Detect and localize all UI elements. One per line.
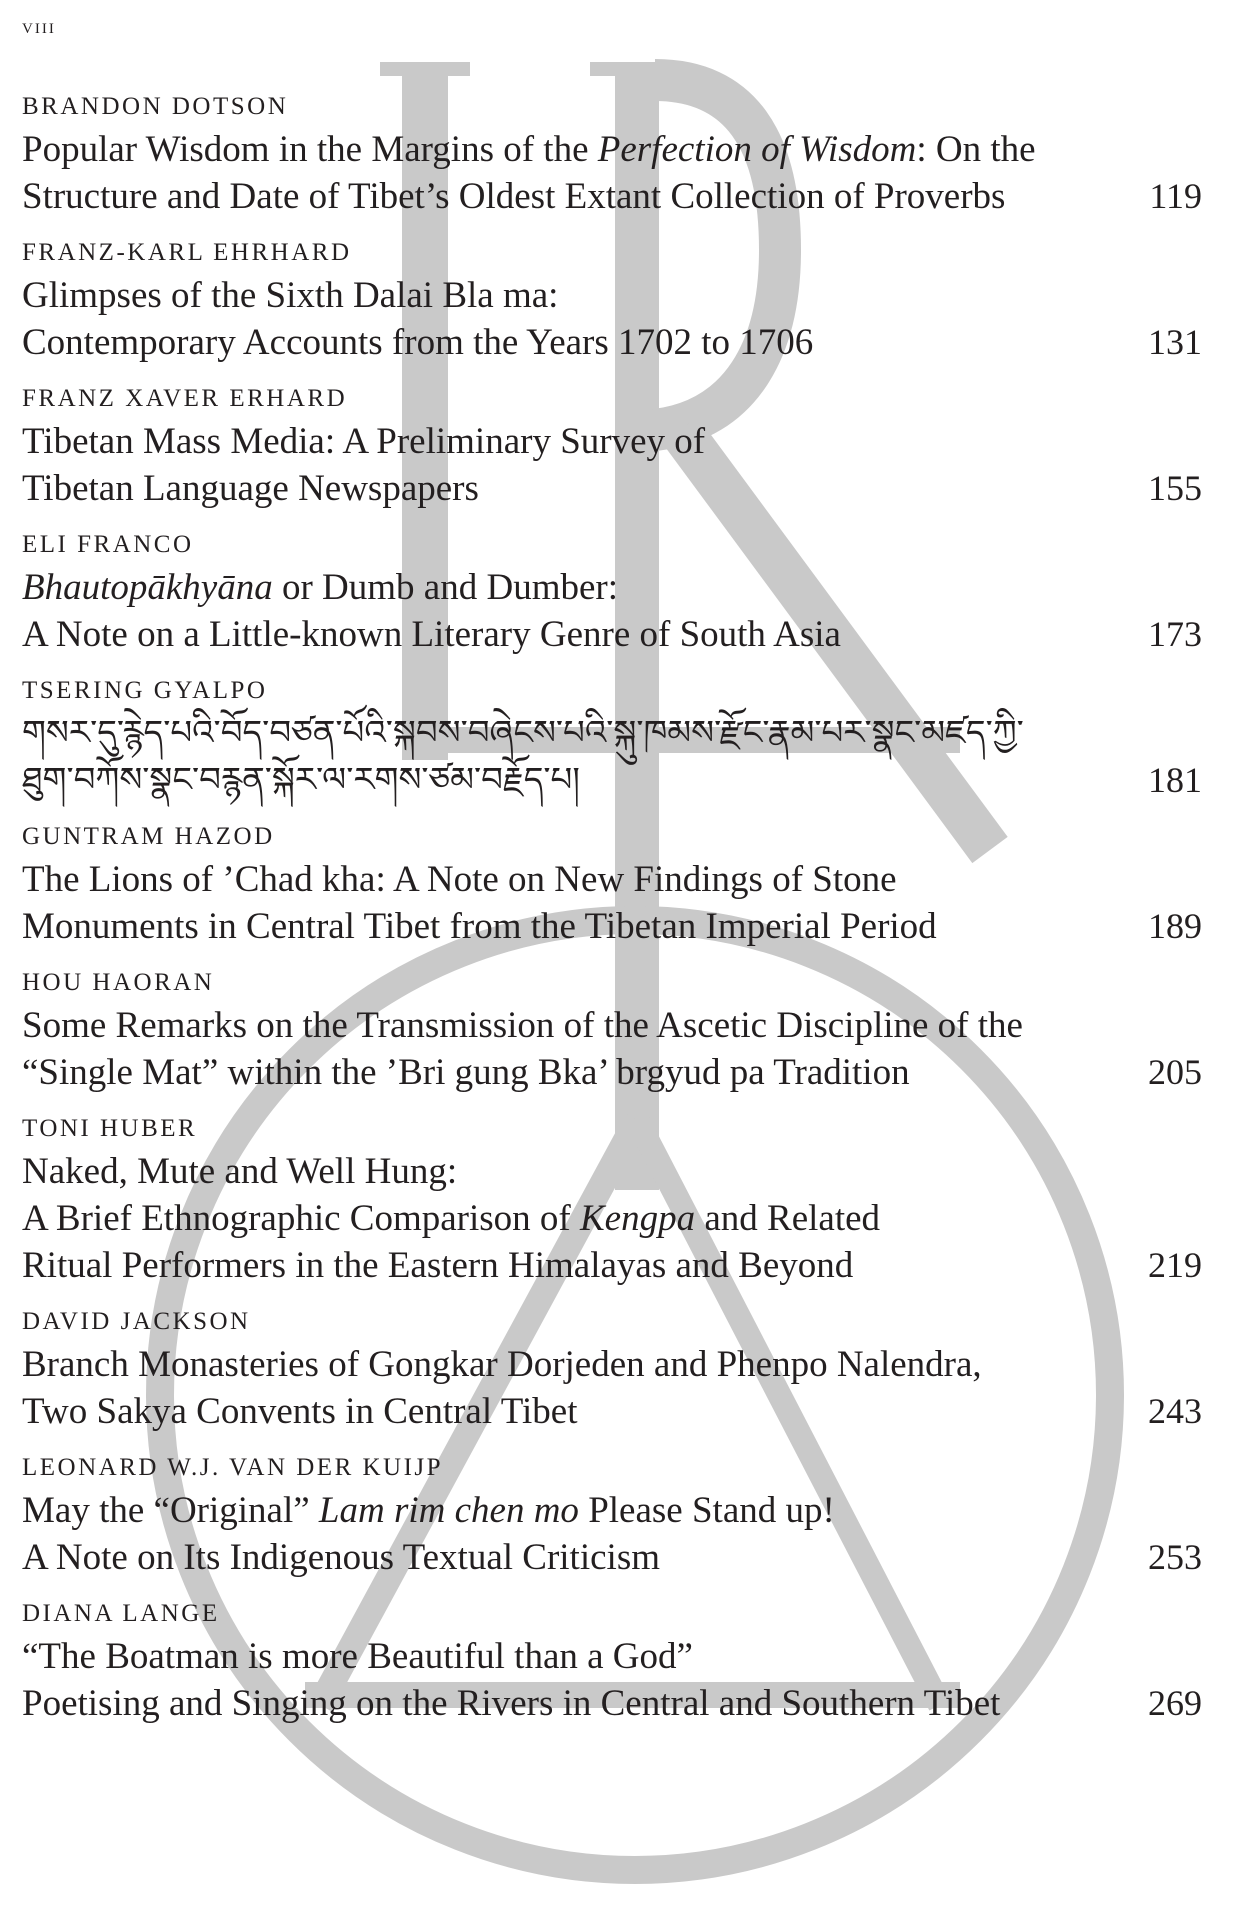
entry-title-line	[22, 418, 1112, 465]
entry-title-line	[22, 1049, 1112, 1096]
page-number: viii	[22, 14, 56, 38]
title-segment: Branch Monasteries of Gongkar Dorjeden and Phenpo Nalendra,	[22, 1344, 982, 1385]
italic-title-segment: Perfection of Wisdom	[597, 129, 917, 170]
entry-title-row	[22, 1002, 1212, 1096]
title-segment: Glimpses of the Sixth Dalai Bla ma:	[22, 275, 559, 316]
title-segment: Some Remarks on the Transmission of the Ascetic Discipline of the	[22, 1005, 1023, 1046]
entry-title-line	[22, 465, 1112, 512]
entry-page-number: 155	[1148, 468, 1202, 508]
entry-title-row	[22, 272, 1212, 366]
toc-entry	[22, 236, 1212, 366]
entry-title	[22, 1487, 1112, 1581]
entry-author: FRANZ-KARL EHRHARD	[22, 239, 352, 266]
entry-author: DAVID JACKSON	[22, 1308, 251, 1335]
toc-entry	[22, 382, 1212, 512]
entry-page-number: 205	[1148, 1052, 1202, 1092]
title-segment: or Dumb and Dumber:	[272, 567, 619, 608]
title-segment: Please Stand up!	[578, 1490, 835, 1531]
entry-title	[22, 856, 1112, 950]
entry-title-line	[22, 611, 1112, 658]
title-segment: གསར་དུ་རྙེད་པའི་བོད་བཙན་པོའི་སྐབས་བཞེངས་པའི་སྐུ་ཁམས་རྫོང་རྣམ་པར་སྣང་མཛད་ཀྱི་	[22, 713, 1024, 753]
title-segment: Two Sakya Convents in Central Tibet	[22, 1391, 578, 1432]
title-segment: : On the	[916, 129, 1036, 170]
title-segment: “The Boatman is more Beautiful than a God”	[22, 1636, 693, 1677]
toc-entry	[22, 966, 1212, 1096]
entry-page-number: 253	[1148, 1537, 1202, 1577]
entry-title-line	[22, 1341, 1112, 1388]
entry-title-line	[22, 1002, 1112, 1049]
title-segment: May the “Original”	[22, 1490, 319, 1531]
title-segment: Contemporary Accounts from the Years 1702 to 1706	[22, 322, 814, 363]
entry-title	[22, 710, 1112, 804]
title-segment: A Note on Its Indigenous Textual Criticism	[22, 1537, 660, 1578]
entry-page-number: 131	[1148, 322, 1202, 362]
entry-title-line	[22, 319, 1112, 366]
entry-title	[22, 418, 1112, 512]
entry-title-line	[22, 272, 1112, 319]
title-segment: ཐུག་བཀོས་སྣང་བརྙན་སྐོར་ལ་རགས་ཙམ་བརྗོད་པ།	[22, 760, 580, 800]
entry-author: TSERING GYALPO	[22, 677, 268, 704]
entry-title-line	[22, 126, 1112, 173]
toc-entry	[22, 90, 1212, 220]
entry-title	[22, 126, 1112, 220]
entry-title-line	[22, 1680, 1112, 1727]
table-of-contents	[22, 90, 1212, 1743]
entry-author: FRANZ XAVER ERHARD	[22, 385, 348, 412]
toc-entry	[22, 1112, 1212, 1289]
entry-title	[22, 564, 1112, 658]
entry-author: TONI HUBER	[22, 1115, 198, 1142]
entry-page-number: 173	[1148, 614, 1202, 654]
entry-title-row	[22, 710, 1212, 804]
title-segment: Tibetan Language Newspapers	[22, 468, 479, 509]
entry-title-row	[22, 1633, 1212, 1727]
entry-title-line	[22, 710, 1112, 757]
entry-page-number: 269	[1148, 1683, 1202, 1723]
toc-entry	[22, 674, 1212, 804]
title-segment: Tibetan Mass Media: A Preliminary Survey of	[22, 421, 706, 462]
entry-title-row	[22, 126, 1212, 220]
entry-title-line	[22, 1633, 1112, 1680]
entry-author: GUNTRAM HAZOD	[22, 823, 275, 850]
entry-title-row	[22, 1341, 1212, 1435]
entry-author: DIANA LANGE	[22, 1600, 220, 1627]
toc-entry	[22, 1597, 1212, 1727]
entry-title-row	[22, 418, 1212, 512]
title-segment: Monuments in Central Tibet from the Tibetan Imperial Period	[22, 906, 937, 947]
title-segment: “Single Mat” within the ’Bri gung Bka’ brgyud pa Tradition	[22, 1052, 910, 1093]
logo-letter-l-serif	[380, 62, 470, 76]
entry-author: LEONARD W.J. VAN DER KUIJP	[22, 1454, 444, 1481]
title-segment: The Lions of ’Chad kha: A Note on New Findings of Stone	[22, 859, 897, 900]
entry-page-number: 219	[1148, 1245, 1202, 1285]
title-segment: Popular Wisdom in the Margins of the	[22, 129, 598, 170]
entry-title-row	[22, 1148, 1212, 1289]
entry-page-number: 119	[1149, 176, 1202, 216]
entry-title-row	[22, 1487, 1212, 1581]
entry-title	[22, 272, 1112, 366]
title-segment: and Related	[695, 1198, 881, 1239]
entry-title-line	[22, 564, 1112, 611]
entry-title-line	[22, 757, 1112, 804]
entry-page-number: 181	[1148, 760, 1202, 800]
title-segment: A Brief Ethnographic Comparison of	[22, 1198, 580, 1239]
entry-title-line	[22, 903, 1112, 950]
entry-page-number: 189	[1148, 906, 1202, 946]
italic-title-segment: Lam rim chen mo	[318, 1490, 579, 1531]
entry-title-row	[22, 856, 1212, 950]
entry-author: ELI FRANCO	[22, 531, 194, 558]
italic-title-segment: Bhautopākhyāna	[22, 567, 273, 608]
entry-title-line	[22, 1195, 1112, 1242]
title-segment: Ritual Performers in the Eastern Himalayas and Beyond	[22, 1245, 854, 1286]
entry-title	[22, 1633, 1112, 1727]
entry-title	[22, 1341, 1112, 1435]
entry-author: HOU HAORAN	[22, 969, 215, 996]
entry-title	[22, 1002, 1112, 1096]
toc-entry	[22, 528, 1212, 658]
toc-entry	[22, 1305, 1212, 1435]
entry-title-line	[22, 1534, 1112, 1581]
title-segment: A Note on a Little-known Literary Genre of South Asia	[22, 614, 841, 655]
entry-title-line	[22, 173, 1112, 220]
entry-title-line	[22, 1388, 1112, 1435]
entry-title-line	[22, 856, 1112, 903]
entry-title-line	[22, 1487, 1112, 1534]
title-segment: Poetising and Singing on the Rivers in Central and Southern Tibet	[22, 1683, 1001, 1724]
entry-page-number: 243	[1148, 1391, 1202, 1431]
toc-entry	[22, 1451, 1212, 1581]
entry-title	[22, 1148, 1112, 1289]
title-segment: Structure and Date of Tibet’s Oldest Extant Collection of Proverbs	[22, 176, 1006, 217]
italic-title-segment: Kengpa	[579, 1198, 696, 1239]
title-segment: Naked, Mute and Well Hung:	[22, 1151, 458, 1192]
toc-entry	[22, 820, 1212, 950]
entry-title-row	[22, 564, 1212, 658]
entry-title-line	[22, 1242, 1112, 1289]
entry-title-line	[22, 1148, 1112, 1195]
entry-author: BRANDON DOTSON	[22, 93, 289, 120]
